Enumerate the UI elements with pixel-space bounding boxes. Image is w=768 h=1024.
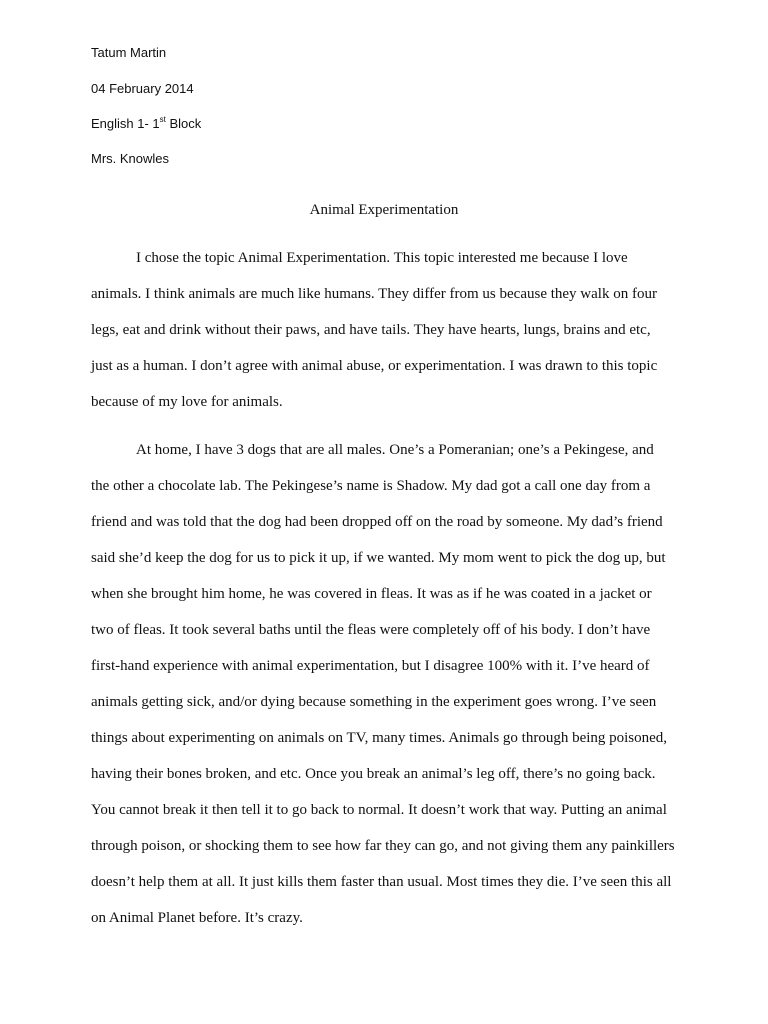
teacher-name: Mrs. Knowles [91,151,170,166]
text-line: first-hand experience with animal experimentation, but I disagree 100% with it. I’ve heard of [91,658,650,674]
text-line: animals getting sick, and/or dying because something in the experiment goes wrong. I’ve seen [91,694,657,710]
text-line: just as a human. I don’t agree with animal abuse, or experimentation. I was drawn to this topic [91,358,658,374]
text-line: when she brought him home, he was covered in fleas. It was as if he was coated in a jacket or [91,586,652,602]
text-line: friend and was told that the dog had been dropped off on the road by someone. My dad’s friend [91,514,663,530]
text-line: At home, I have 3 dogs that are all males. One’s a Pomeranian; one’s a Pekingese, and [136,442,654,458]
essay-title: Animal Experimentation [309,202,459,218]
document-date: 04 February 2014 [91,81,194,96]
text-line: legs, eat and drink without their paws, and have tails. They have hearts, lungs, brains and etc, [91,322,651,338]
course-prefix: English 1- 1 [91,116,160,131]
text-line: two of fleas. It took several baths until the fleas were completely off of his body. I don’t have [91,622,651,638]
text-line: said she’d keep the dog for us to pick it up, if we wanted. My mom went to pick the dog up, but [91,550,666,566]
text-line: doesn’t help them at all. It just kills them faster than usual. Most times they die. I’ve seen this all [91,874,672,890]
text-line: because of my love for animals. [91,394,283,410]
course-suffix: Block [165,116,202,131]
text-line: animals. I think animals are much like humans. They differ from us because they walk on four [91,286,657,302]
text-line: You cannot break it then tell it to go back to normal. It doesn’t work that way. Putting an animal [91,802,667,818]
course-superscript: st [159,114,166,124]
text-line: things about experimenting on animals on TV, many times. Animals go through being poisoned, [91,730,668,746]
text-line: having their bones broken, and etc. Once you break an animal’s leg off, there’s no going back. [91,766,656,782]
text-line: I chose the topic Animal Experimentation. This topic interested me because I love [136,250,628,266]
course-line [91,116,201,131]
text-line: through poison, or shocking them to see how far they can go, and not giving them any painkillers [91,838,675,854]
author-name: Tatum Martin [91,45,167,60]
text-line: on Animal Planet before. It’s crazy. [91,910,303,926]
text-line: the other a chocolate lab. The Pekingese’s name is Shadow. My dad got a call one day from a [91,478,651,494]
